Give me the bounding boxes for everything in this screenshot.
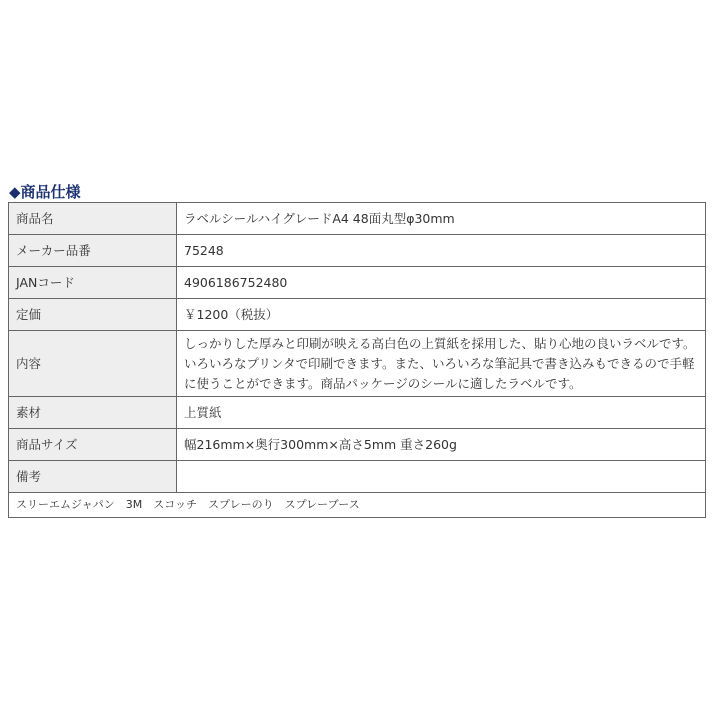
spec-label: 素材 — [9, 397, 177, 429]
spec-row-tags — [9, 493, 706, 518]
spec-value: 75248 — [177, 235, 706, 267]
spec-value: ￥1200（税抜） — [177, 299, 706, 331]
spec-label: 内容 — [9, 331, 177, 397]
spec-row-maker-part-number — [9, 235, 706, 267]
spec-value: 幅216mm×奥行300mm×高さ5mm 重さ260g — [177, 429, 706, 461]
spec-row-description — [9, 331, 706, 397]
spec-row-list-price — [9, 299, 706, 331]
spec-row-material — [9, 397, 706, 429]
spec-label: JANコード — [9, 267, 177, 299]
product-spec-section — [8, 182, 706, 518]
spec-value: 上質紙 — [177, 397, 706, 429]
spec-row-remarks — [9, 461, 706, 493]
spec-table — [8, 202, 706, 518]
spec-heading-title: 商品仕様 — [20, 183, 81, 201]
spec-row-product-size — [9, 429, 706, 461]
spec-label: 定価 — [9, 299, 177, 331]
spec-value: ラベルシールハイグレードA4 48面丸型φ30mm — [177, 203, 706, 235]
spec-label: メーカー品番 — [9, 235, 177, 267]
spec-label: 商品サイズ — [9, 429, 177, 461]
spec-row-jan-code — [9, 267, 706, 299]
spec-value: しっかりした厚みと印刷が映える高白色の上質紙を採用した、貼り心地の良いラベルです。いろいろなプリンタで印刷できます。また、いろいろな筆記具で書き込みもできるので手軽に使うことができます。商品パッケージのシールに適したラベルです。 — [177, 331, 706, 397]
spec-value: 4906186752480 — [177, 267, 706, 299]
diamond-bullet-icon: ◆ — [9, 183, 21, 201]
spec-label: 商品名 — [9, 203, 177, 235]
spec-value — [177, 461, 706, 493]
spec-row-product-name — [9, 203, 706, 235]
search-tags: スリーエムジャパン 3M スコッチ スプレーのり スプレーブース — [9, 493, 706, 518]
spec-heading — [9, 182, 706, 202]
spec-label: 備考 — [9, 461, 177, 493]
